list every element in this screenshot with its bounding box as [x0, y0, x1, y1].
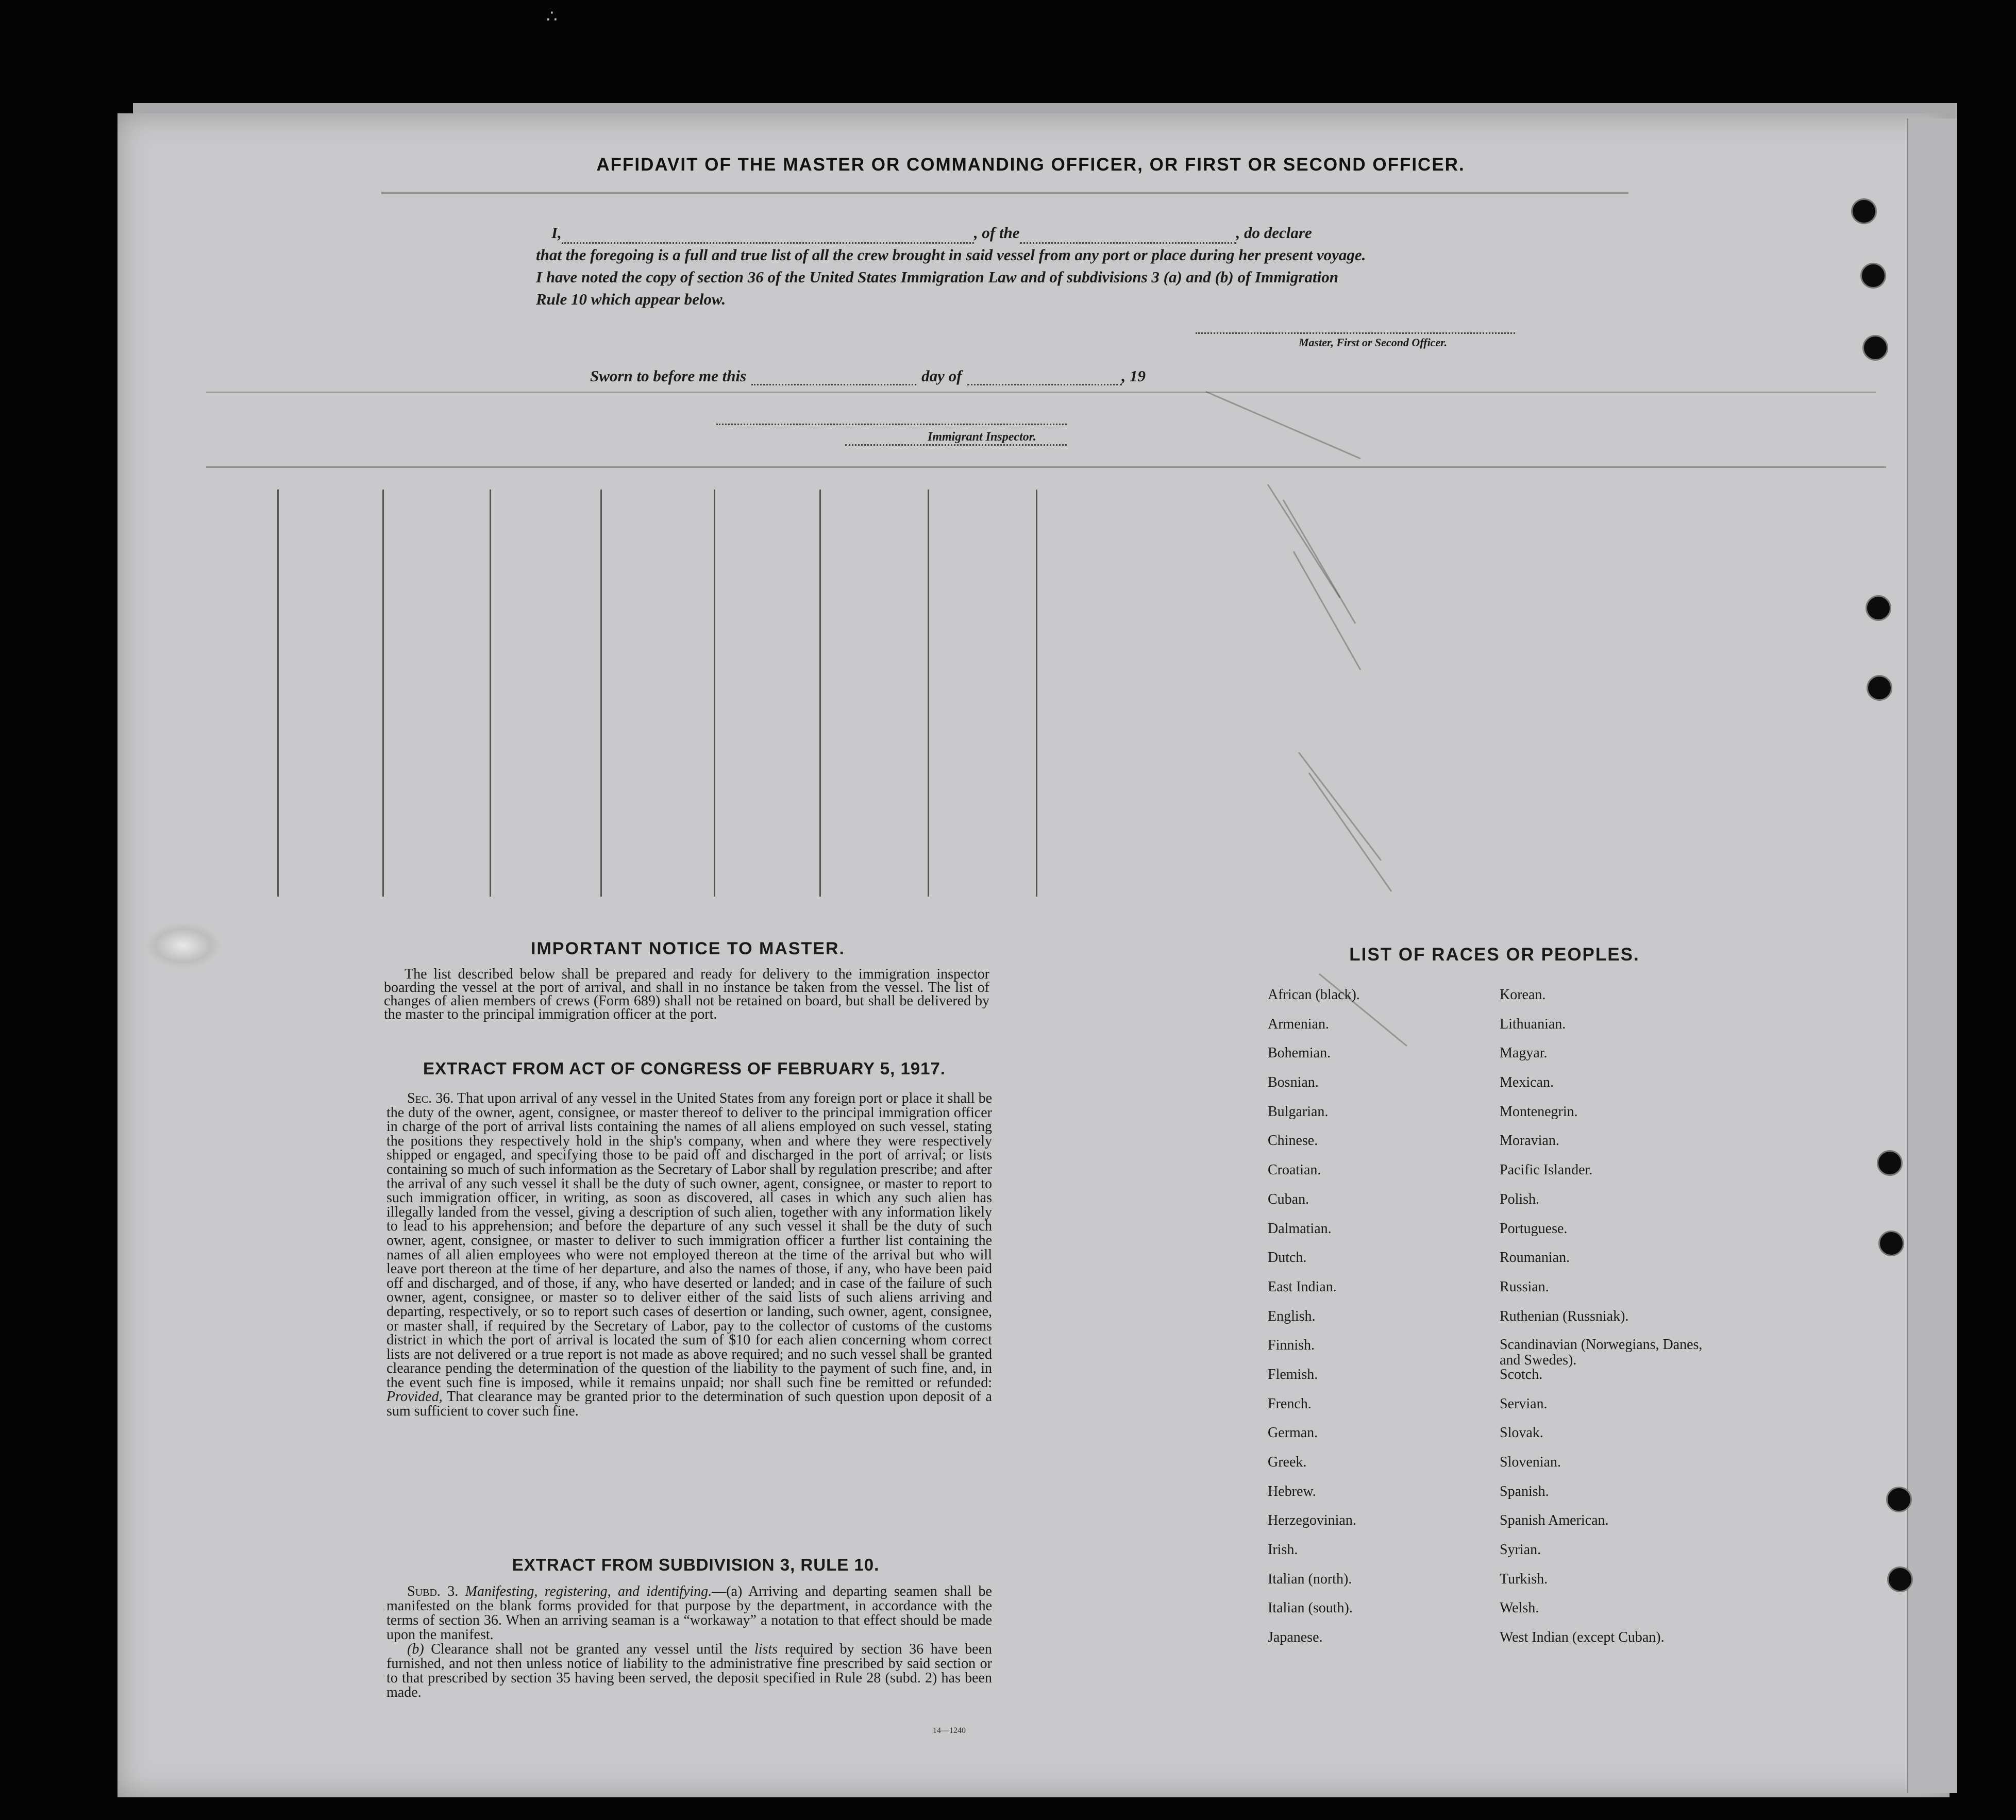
race-item: Portuguese. [1500, 1220, 1568, 1237]
sworn-line [590, 367, 1146, 385]
bleed-through-rule [381, 192, 1628, 194]
race-item: West Indian (except Cuban). [1500, 1629, 1665, 1646]
race-item: Cuban. [1268, 1191, 1309, 1207]
binder-hole [1877, 1150, 1903, 1176]
subd-a [387, 1585, 992, 1642]
race-item: Greek. [1268, 1454, 1307, 1470]
race-item: Croatian. [1268, 1162, 1321, 1178]
subd-b-lists: lists [754, 1641, 778, 1657]
subd-b-label: (b) [407, 1641, 424, 1657]
race-item: Syrian. [1500, 1542, 1541, 1558]
bleed-stroke [1309, 773, 1391, 891]
race-item: East Indian. [1268, 1278, 1337, 1295]
race-item: Pacific Islander. [1500, 1162, 1593, 1178]
race-item: Japanese. [1268, 1629, 1323, 1646]
bleed-stroke [1206, 392, 1360, 459]
subd-heading: Manifesting, registering, and identifying. [465, 1583, 712, 1599]
race-item: English. [1268, 1308, 1316, 1324]
race-item: Armenian. [1268, 1016, 1329, 1032]
race-item: Bulgarian. [1268, 1103, 1329, 1120]
form-number: 14—1240 [933, 1726, 966, 1735]
sworn-month-blank[interactable] [967, 384, 1122, 385]
race-item: German. [1268, 1425, 1318, 1441]
race-item: African (black). [1268, 987, 1360, 1003]
binder-hole [1878, 1231, 1904, 1256]
bleed-stroke [1293, 551, 1360, 670]
paper-stain [144, 922, 222, 969]
extract-rule-title: EXTRACT FROM SUBDIVISION 3, RULE 10. [512, 1555, 880, 1574]
right-margin-strip [1907, 119, 1957, 1793]
notice-body [384, 968, 989, 1021]
race-item: Chinese. [1268, 1133, 1318, 1149]
binder-hole [1851, 198, 1877, 224]
extract-act-title: EXTRACT FROM ACT OF CONGRESS OF FEBRUARY 5, 1917. [423, 1059, 946, 1078]
affidavit-declare: , do declare [1236, 224, 1312, 242]
subd-label: Subd. 3. [407, 1583, 459, 1599]
race-item: Polish. [1500, 1191, 1540, 1207]
binder-hole [1887, 1566, 1913, 1592]
column-rule [490, 490, 491, 897]
race-item: Slovenian. [1500, 1454, 1561, 1470]
column-rule [277, 490, 279, 897]
race-item: Spanish. [1500, 1483, 1549, 1499]
sworn-day-blank[interactable] [751, 384, 916, 385]
notice-title: IMPORTANT NOTICE TO MASTER. [531, 939, 845, 958]
sec-36-end: That clearance may be granted prior to the determination of such question upon deposit of a sum sufficient to cover such fine. [387, 1389, 992, 1420]
race-item: Finnish. [1268, 1337, 1315, 1354]
race-item: Roumanian. [1500, 1250, 1570, 1266]
affidavit-of-the: , of the [973, 224, 1020, 242]
bleed-stroke [1283, 500, 1355, 623]
race-item: Scandinavian (Norwegians, Danes, and Swedes). [1500, 1337, 1703, 1369]
races-right-column [1500, 987, 1721, 1659]
subd-b-text-1: Clearance shall not be granted any vessel until the [431, 1641, 748, 1657]
column-rule [714, 490, 715, 897]
race-item: Ruthenian (Russniak). [1500, 1308, 1629, 1324]
extract-act-body [387, 1091, 992, 1419]
races-left-column [1268, 987, 1360, 1659]
race-item: Scotch. [1500, 1366, 1543, 1383]
race-item: French. [1268, 1395, 1312, 1412]
race-item: Magyar. [1500, 1045, 1548, 1061]
sworn-prefix: Sworn to before me this [590, 367, 747, 385]
race-item: Slovak. [1500, 1425, 1543, 1441]
sworn-day-label: day of [921, 367, 962, 385]
binder-hole [1862, 335, 1888, 361]
race-item: Montenegrin. [1500, 1103, 1578, 1120]
race-item: Servian. [1500, 1395, 1548, 1412]
races-title: LIST OF RACES OR PEOPLES. [1349, 945, 1640, 965]
affidavit-line-2: that the foregoing is a full and true list of all the crew brought in said vessel from any port or place during her present voyage. [536, 246, 1366, 264]
race-item: Dalmatian. [1268, 1220, 1332, 1237]
race-item: Lithuanian. [1500, 1016, 1566, 1032]
extract-rule-body [387, 1585, 992, 1700]
sworn-year-label: , 19 [1121, 367, 1146, 385]
column-rule [928, 490, 929, 897]
master-signature-label: Master, First or Second Officer. [1299, 336, 1448, 349]
binder-hole [1860, 263, 1886, 289]
inspector-label: Immigrant Inspector. [928, 430, 1036, 444]
subd-b-text-2: required by section 36 have been furnished, and not then unless notice of liability to the administrative fine prescribed by said section or to that prescribed by section 35 having been served, the deposit specified in Rule 28 (subd. 2) has been made. [387, 1641, 993, 1700]
race-item: Spanish American. [1500, 1512, 1609, 1529]
column-rule [600, 490, 602, 897]
race-item: Moravian. [1500, 1133, 1559, 1149]
race-item: Dutch. [1268, 1250, 1307, 1266]
provided-word: Provided, [387, 1389, 443, 1405]
race-item: Welsh. [1500, 1600, 1539, 1616]
race-item: Italian (north). [1268, 1571, 1352, 1587]
column-rule [382, 490, 384, 897]
notice-text: The list described below shall be prepared and ready for delivery to the immigration inspector boarding the vessel at the port of arrival, and shall in no instance be taken from the vessel. The list of changes of alien members of crews (Form 689) shall not be retained on board, but shall be delivered by the master to the principal immigration officer at the port. [384, 966, 989, 1022]
bleed-through-rule [206, 392, 1876, 393]
race-item: Russian. [1500, 1278, 1549, 1295]
binder-hole [1867, 675, 1892, 701]
column-rule [819, 490, 821, 897]
race-item: Flemish. [1268, 1366, 1318, 1383]
race-item: Italian (south). [1268, 1600, 1353, 1616]
bleed-stroke [1299, 752, 1381, 861]
subd-b [387, 1642, 992, 1700]
race-item: Turkish. [1500, 1571, 1548, 1587]
affidavit-line-1 [536, 222, 1525, 244]
race-item: Herzegovinian. [1268, 1512, 1356, 1529]
affidavit-line-4: Rule 10 which appear below. [536, 290, 726, 308]
race-item: Korean. [1500, 987, 1546, 1003]
sec-36-text: That upon arrival of any vessel in the United States from any foreign port or place it shall be the duty of the owner, agent, consignee, or master thereof to deliver to the principal immigration officer in charge of the port of arrival lists containing the names of all aliens employed on such vessel, stating the positions they respectively hold in the ship's company, when and where they were respectively shipped or engaged, and specifying those to be paid off and discharged in the port of arrival; or lists containing so much of such information as the Secretary of Labor shall by regulation prescribe; and after the arrival of any such vessel it shall be the duty of such owner, agent, consignee, or master to report to such immigration officer, in writing, as soon as discovered, all cases in which any such alien has illegally landed from the vessel, giving a description of such alien, together with any information likely to lead to his apprehension; and before the departure of any such vessel it shall be the duty of such owner, agent, consignee, or master to deliver to such immigration officer a further list containing the names of all alien employees who were not employed thereon at the time of the arrival but who will leave port thereon at the time of her departure, and also the names of those, if any, who have been paid off and discharged, and of those, if any, who have deserted or landed; and in case of the failure of such owner, agent, consignee, or master so to deliver either of the said lists of such aliens arriving and departing, respectively, or so to report such cases of desertion or landing, such owner, agent, consignee, or master shall, if required by the Secretary of Labor, pay to the collector of customs of the customs district in which the port of arrival is located the sum of $10 for each alien concerning whom correct lists are not delivered or a true report is not made as above required; and no such vessel shall be granted clearance pending the determination of the question of the liability to the payment of such fine, and, in the event such fine is imposed, while it remains unpaid; nor shall such fine be remitted or refunded: [387, 1090, 992, 1391]
master-signature-line[interactable] [1196, 332, 1515, 334]
race-item: Hebrew. [1268, 1483, 1316, 1499]
race-item: Bosnian. [1268, 1074, 1319, 1091]
inspector-line-2[interactable] [845, 444, 1067, 446]
race-item: Mexican. [1500, 1074, 1554, 1091]
bleed-stroke [1268, 484, 1340, 598]
race-item: Irish. [1268, 1542, 1298, 1558]
binder-hole [1866, 595, 1891, 621]
film-specks: ∴ [546, 7, 558, 26]
race-item: Bohemian. [1268, 1045, 1331, 1061]
sec-label: Sec. 36. [407, 1090, 454, 1106]
inspector-line-1[interactable] [716, 424, 1067, 425]
affidavit-i: I, [551, 224, 562, 242]
bleed-through-rule [206, 466, 1886, 468]
column-rule [1036, 490, 1037, 897]
binder-hole [1886, 1487, 1912, 1512]
subd-a-text: —(a) Arriving and departing seamen shall be manifested on the blank forms provided for that purpose by the department, in accordance with the terms of section 36. When an arriving seaman is a “workaway” a notation to that effect should be made upon the manifest. [387, 1583, 992, 1643]
affidavit-title: AFFIDAVIT OF THE MASTER OR COMMANDING OFFICER, OR FIRST OR SECOND OFFICER. [596, 155, 1465, 175]
affidavit-text [536, 222, 1525, 310]
affidavit-line-3: I have noted the copy of section 36 of the United States Immigration Law and of subdivisions 3 (a) and (b) of Immigration [536, 268, 1338, 286]
